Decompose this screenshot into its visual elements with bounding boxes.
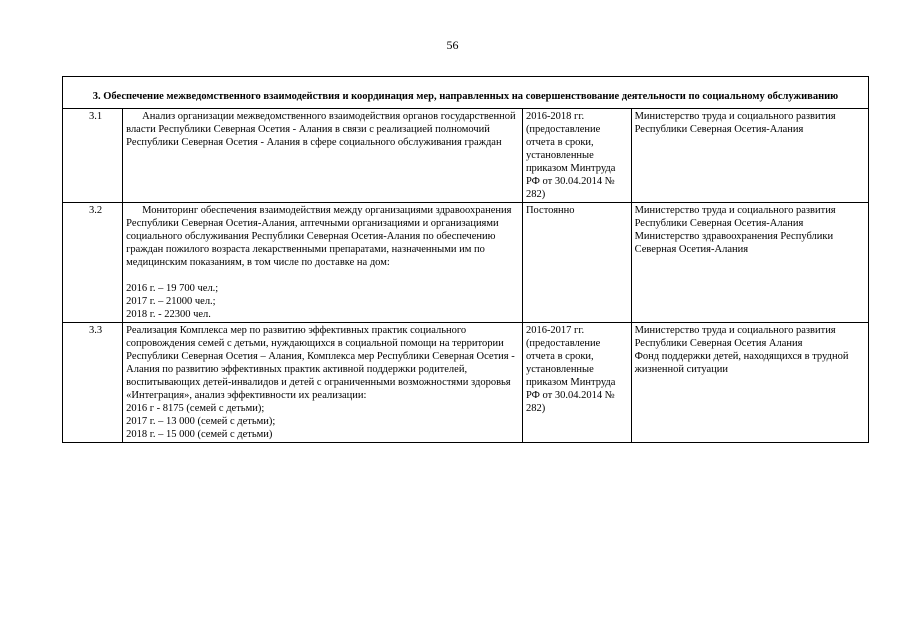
row-responsible — [631, 323, 868, 443]
row-term: 2016-2018 гг. (предоставление отчета в сроки, установленные приказом Минтруда РФ от 30.04.2014 № 282) — [522, 109, 631, 203]
row-number: 3.2 — [63, 203, 123, 323]
row-responsible — [631, 109, 868, 203]
section-title: 3. Обеспечение межведомственного взаимодействия и координация мер, направленных на совершенствование деятельности по социальному обслуживанию — [63, 77, 869, 109]
responsible-org: Министерство труда и социального развития Республики Северная Осетия-Алания — [634, 111, 836, 135]
row-term: 2016-2017 гг. (предоставление отчета в сроки, установленные приказом Минтруда РФ от 30.04.2014 № 282) — [522, 323, 631, 443]
responsible-org: Фонд поддержки детей, находящихся в трудной жизненной ситуации — [634, 351, 849, 375]
row-term: Постоянно — [522, 203, 631, 323]
responsible-org: Министерство труда и социального развития Республики Северная Осетия Алания — [634, 325, 836, 349]
row-number: 3.1 — [63, 109, 123, 203]
row-number: 3.3 — [63, 323, 123, 443]
description-text: Анализ организации межведомственного взаимодействия органов государственной власти Республики Северная Осетия - Алания в связи с реализацией полномочий Республики Северная Осетия - Алания в сфере социального обслуживания граждан — [126, 111, 516, 148]
table-row — [63, 203, 869, 323]
row-description — [123, 323, 523, 443]
description-text: Реализация Комплекса мер по развитию эффективных практик социального сопровождения семей с детьми, нуждающихся в социальной помощи на территории Республики Северная Осетия – Алания, Комплекса мер Республики Северная Осетия - Алания по развитию эффективных практик активной поддержки родителей, воспитывающих детей-инвалидов и детей с ограниченными возможностями здоровья «Интеграция», анализ эффективности их реализации: — [126, 325, 515, 401]
table-row — [63, 109, 869, 203]
row-description — [123, 109, 523, 203]
figure-line: 2016 г. – 19 700 чел.; — [126, 283, 219, 294]
row-responsible — [631, 203, 868, 323]
measures-table — [62, 76, 869, 443]
section-header-row — [63, 77, 869, 109]
row-description — [123, 203, 523, 323]
figure-line: 2016 г - 8175 (семей с детьми); — [126, 403, 265, 414]
table-row — [63, 323, 869, 443]
responsible-org: Министерство здравоохранения Республики Северная Осетия-Алания — [634, 231, 834, 255]
page-number: 56 — [446, 38, 459, 52]
figure-line: 2017 г. – 13 000 (семей с детьми); — [126, 416, 276, 427]
description-text: Мониторинг обеспечения взаимодействия между организациями здравоохранения Республики Северная Осетия-Алания, аптечными организациями и организациями социального обслуживания Республики Северная Осетия-Алания по обеспечению граждан пожилого возраста лекарственными препаратами, назначенными им по медицинским показаниям, в том числе по доставке на дом: — [126, 205, 512, 268]
figure-line: 2018 г. – 15 000 (семей с детьми) — [126, 429, 273, 440]
figure-line: 2018 г. - 22300 чел. — [126, 309, 211, 320]
figure-line: 2017 г. – 21000 чел.; — [126, 296, 216, 307]
responsible-org: Министерство труда и социального развития Республики Северная Осетия-Алания — [634, 205, 836, 229]
